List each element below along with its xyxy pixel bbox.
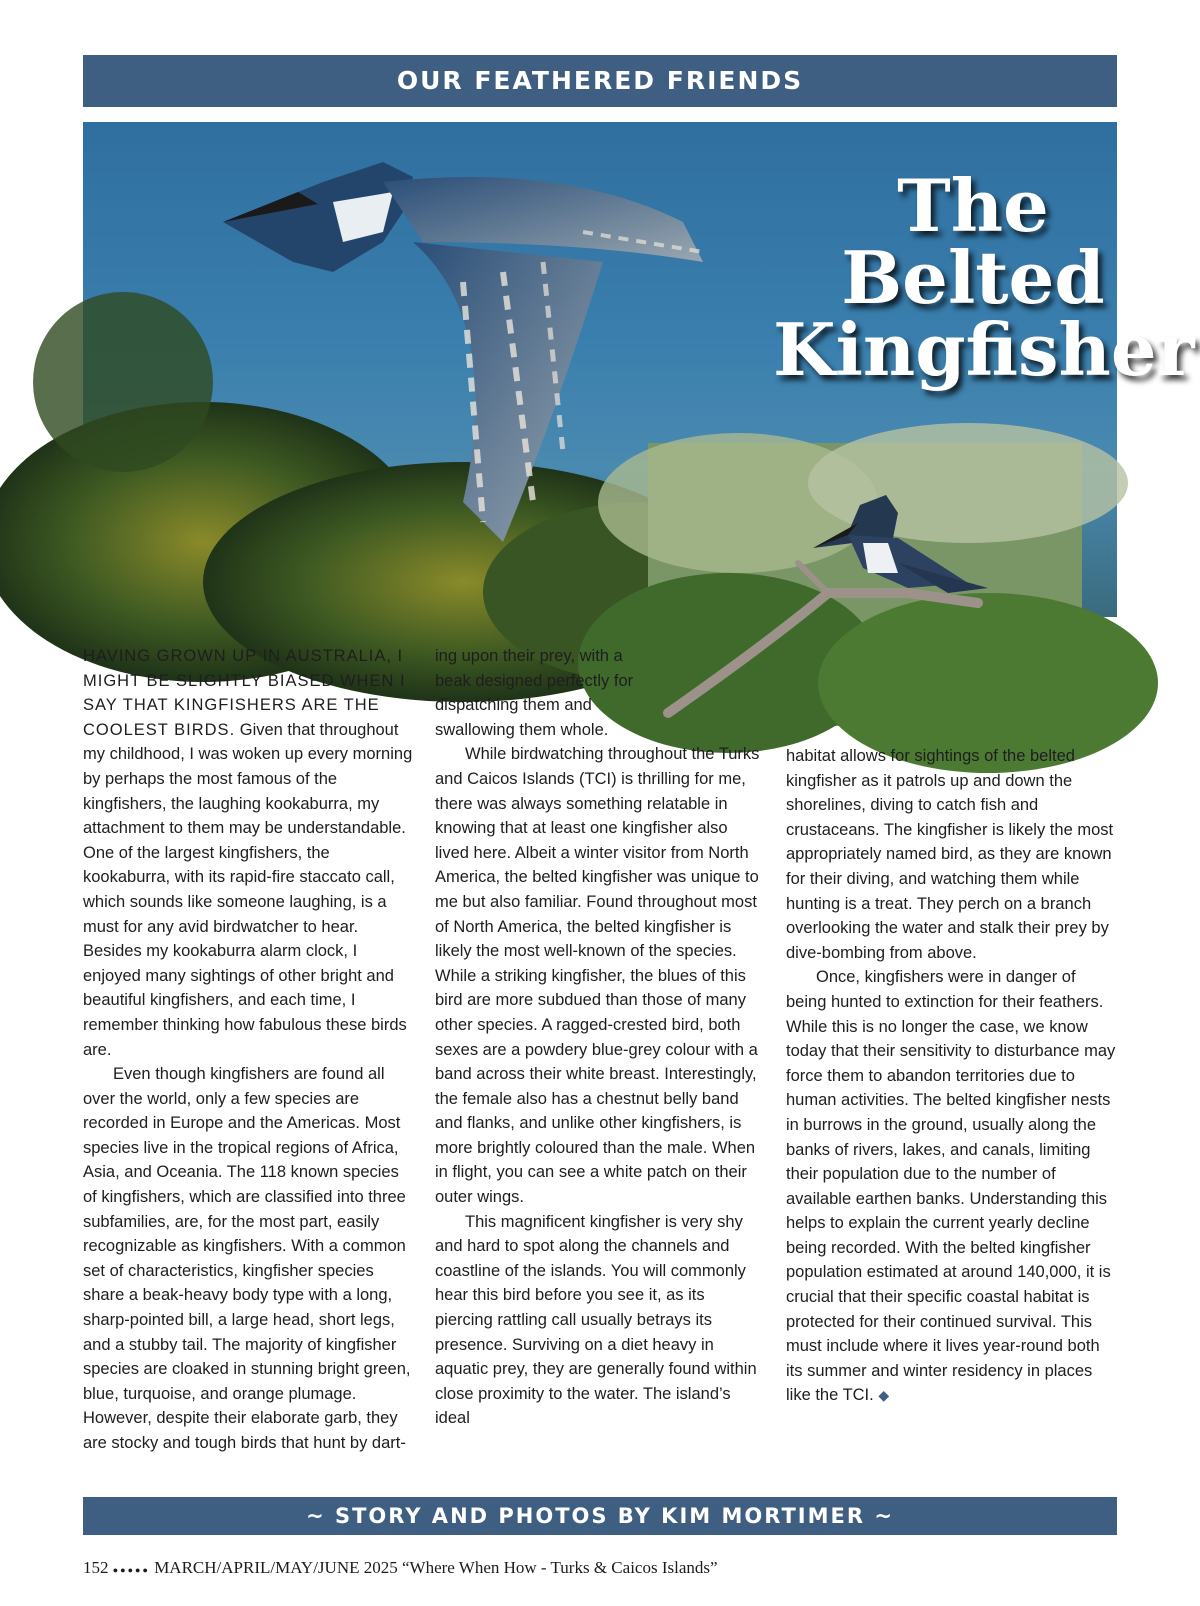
page-footer: [83, 1558, 718, 1578]
paragraph: [786, 965, 1118, 1408]
paragraph: This magnificent kingfisher is very shy and hard to spot along the channels and coastline of the islands. You will commonly hear this bird before you see it, as its piercing rattling call usually betrays its presence. Surviving on a diet heavy in aquatic prey, they are generally found within close proximity to the water. The island’s ideal: [435, 1212, 757, 1428]
text-column-1: [83, 644, 413, 1456]
paragraph: [83, 644, 413, 1062]
section-banner: OUR FEATHERED FRIENDS: [83, 55, 1117, 107]
title-line: The: [897, 163, 1049, 248]
page-number: 152: [83, 1558, 109, 1577]
separator-dots: ●●●●●: [112, 1565, 150, 1575]
text-column-3: [786, 744, 1118, 1408]
title-line: Kingfisher: [773, 307, 1195, 392]
publication-name: “Where When How - Turks & Caicos Islands”: [401, 1558, 718, 1577]
byline-banner: ~ STORY AND PHOTOS BY KIM MORTIMER ~: [83, 1497, 1117, 1535]
article-title: [773, 163, 1195, 392]
paragraph: ing upon their prey, with a beak designed perfectly for dispatching them and swallowing them whole.: [435, 647, 634, 739]
paragraph: Even though kingfishers are found all over the world, only a few species are recorded in Europe and the Americas. Most species live in the tropical regions of Africa, Asia, and Oceania. The 118 known species of kingfishers, which are classified into three subfamilies, are, for the most part, easily recognizable as kingfishers. With a common set of characteristics, kingfisher species share a beak-heavy body type with a long, sharp-pointed bill, a large head, short legs, and a stubby tail. The majority of kingfisher species are cloaked in stunning bright green, blue, turquoise, and orange plumage. However, despite their elaborate garb, they are stocky and tough birds that hunt by dart-: [83, 1065, 411, 1452]
paragraph: habitat allows for sightings of the belted kingfisher as it patrols up and down the shorelines, diving to catch fish and crustaceans. The kingfisher is likely the most appropriately named bird, as they are known for their diving, and watching them while hunting is a treat. They perch on a branch overlooking the water and stalk their prey by dive-bombing from above.: [786, 747, 1114, 962]
paragraph: While birdwatching throughout the Turks and Caicos Islands (TCI) is thrilling for me, there was always something relatable in knowing that at least one kingfisher also lived here. Albeit a winter visitor from North America, the belted kingfisher was unique to me but also familiar. Found throughout most of North America, the belted kingfisher is likely the most well-known of the species. While a striking kingfisher, the blues of this bird are more subdued than those of many other species. A ragged-crested bird, both sexes are a powdery blue-grey colour with a band across their white breast. Interestingly, the female also has a chestnut belly band and flanks, and unlike other kingfishers, is more brightly coloured than the male. When in flight, you can see a white patch on their outer wings.: [435, 745, 760, 1207]
text-column-2: [435, 644, 765, 1431]
issue-date: MARCH/APRIL/MAY/JUNE 2025: [154, 1558, 398, 1577]
paragraph-text: Given that throughout my childhood, I was woken up every morning by perhaps the most famous of the kingfishers, the laughing kookaburra, my attachment to them may be understandable. One of the largest kingfishers, the kookaburra, with its rapid-fire staccato call, which sounds like someone laughing, is a must for any avid birdwatcher to hear. Besides my kookaburra alarm clock, I enjoyed many sightings of other bright and beautiful kingfishers, and each time, I remember thinking how fabulous these birds are.: [83, 720, 413, 1059]
paragraph-text: Once, kingfishers were in danger of being hunted to extinction for their feathers. While this is no longer the case, we know today that their sensitivity to disturbance may force them to abandon territories due to human activities. The belted kingfisher nests in burrows in the ground, usually along the banks of rivers, lakes, and canals, limiting their population due to the number of available earthen banks. Understanding this helps to explain the current yearly decline being recorded. With the belted kingfisher population estimated at around 140,000, it is crucial that their specific coastal habitat is protected for their continued survival. This must include where it lives year-round both its summer and winter residency in places like the TCI.: [786, 968, 1116, 1405]
title-line: Belted: [841, 235, 1105, 320]
lead-in-text: HAVING GROWN UP IN AUSTRALIA, I MIGHT BE SLIGHTLY BIASED WHEN I SAY THAT KINGFISHERS ARE THE COOLEST BIRDS.: [83, 647, 406, 739]
end-mark-icon: ◆: [878, 1387, 890, 1404]
